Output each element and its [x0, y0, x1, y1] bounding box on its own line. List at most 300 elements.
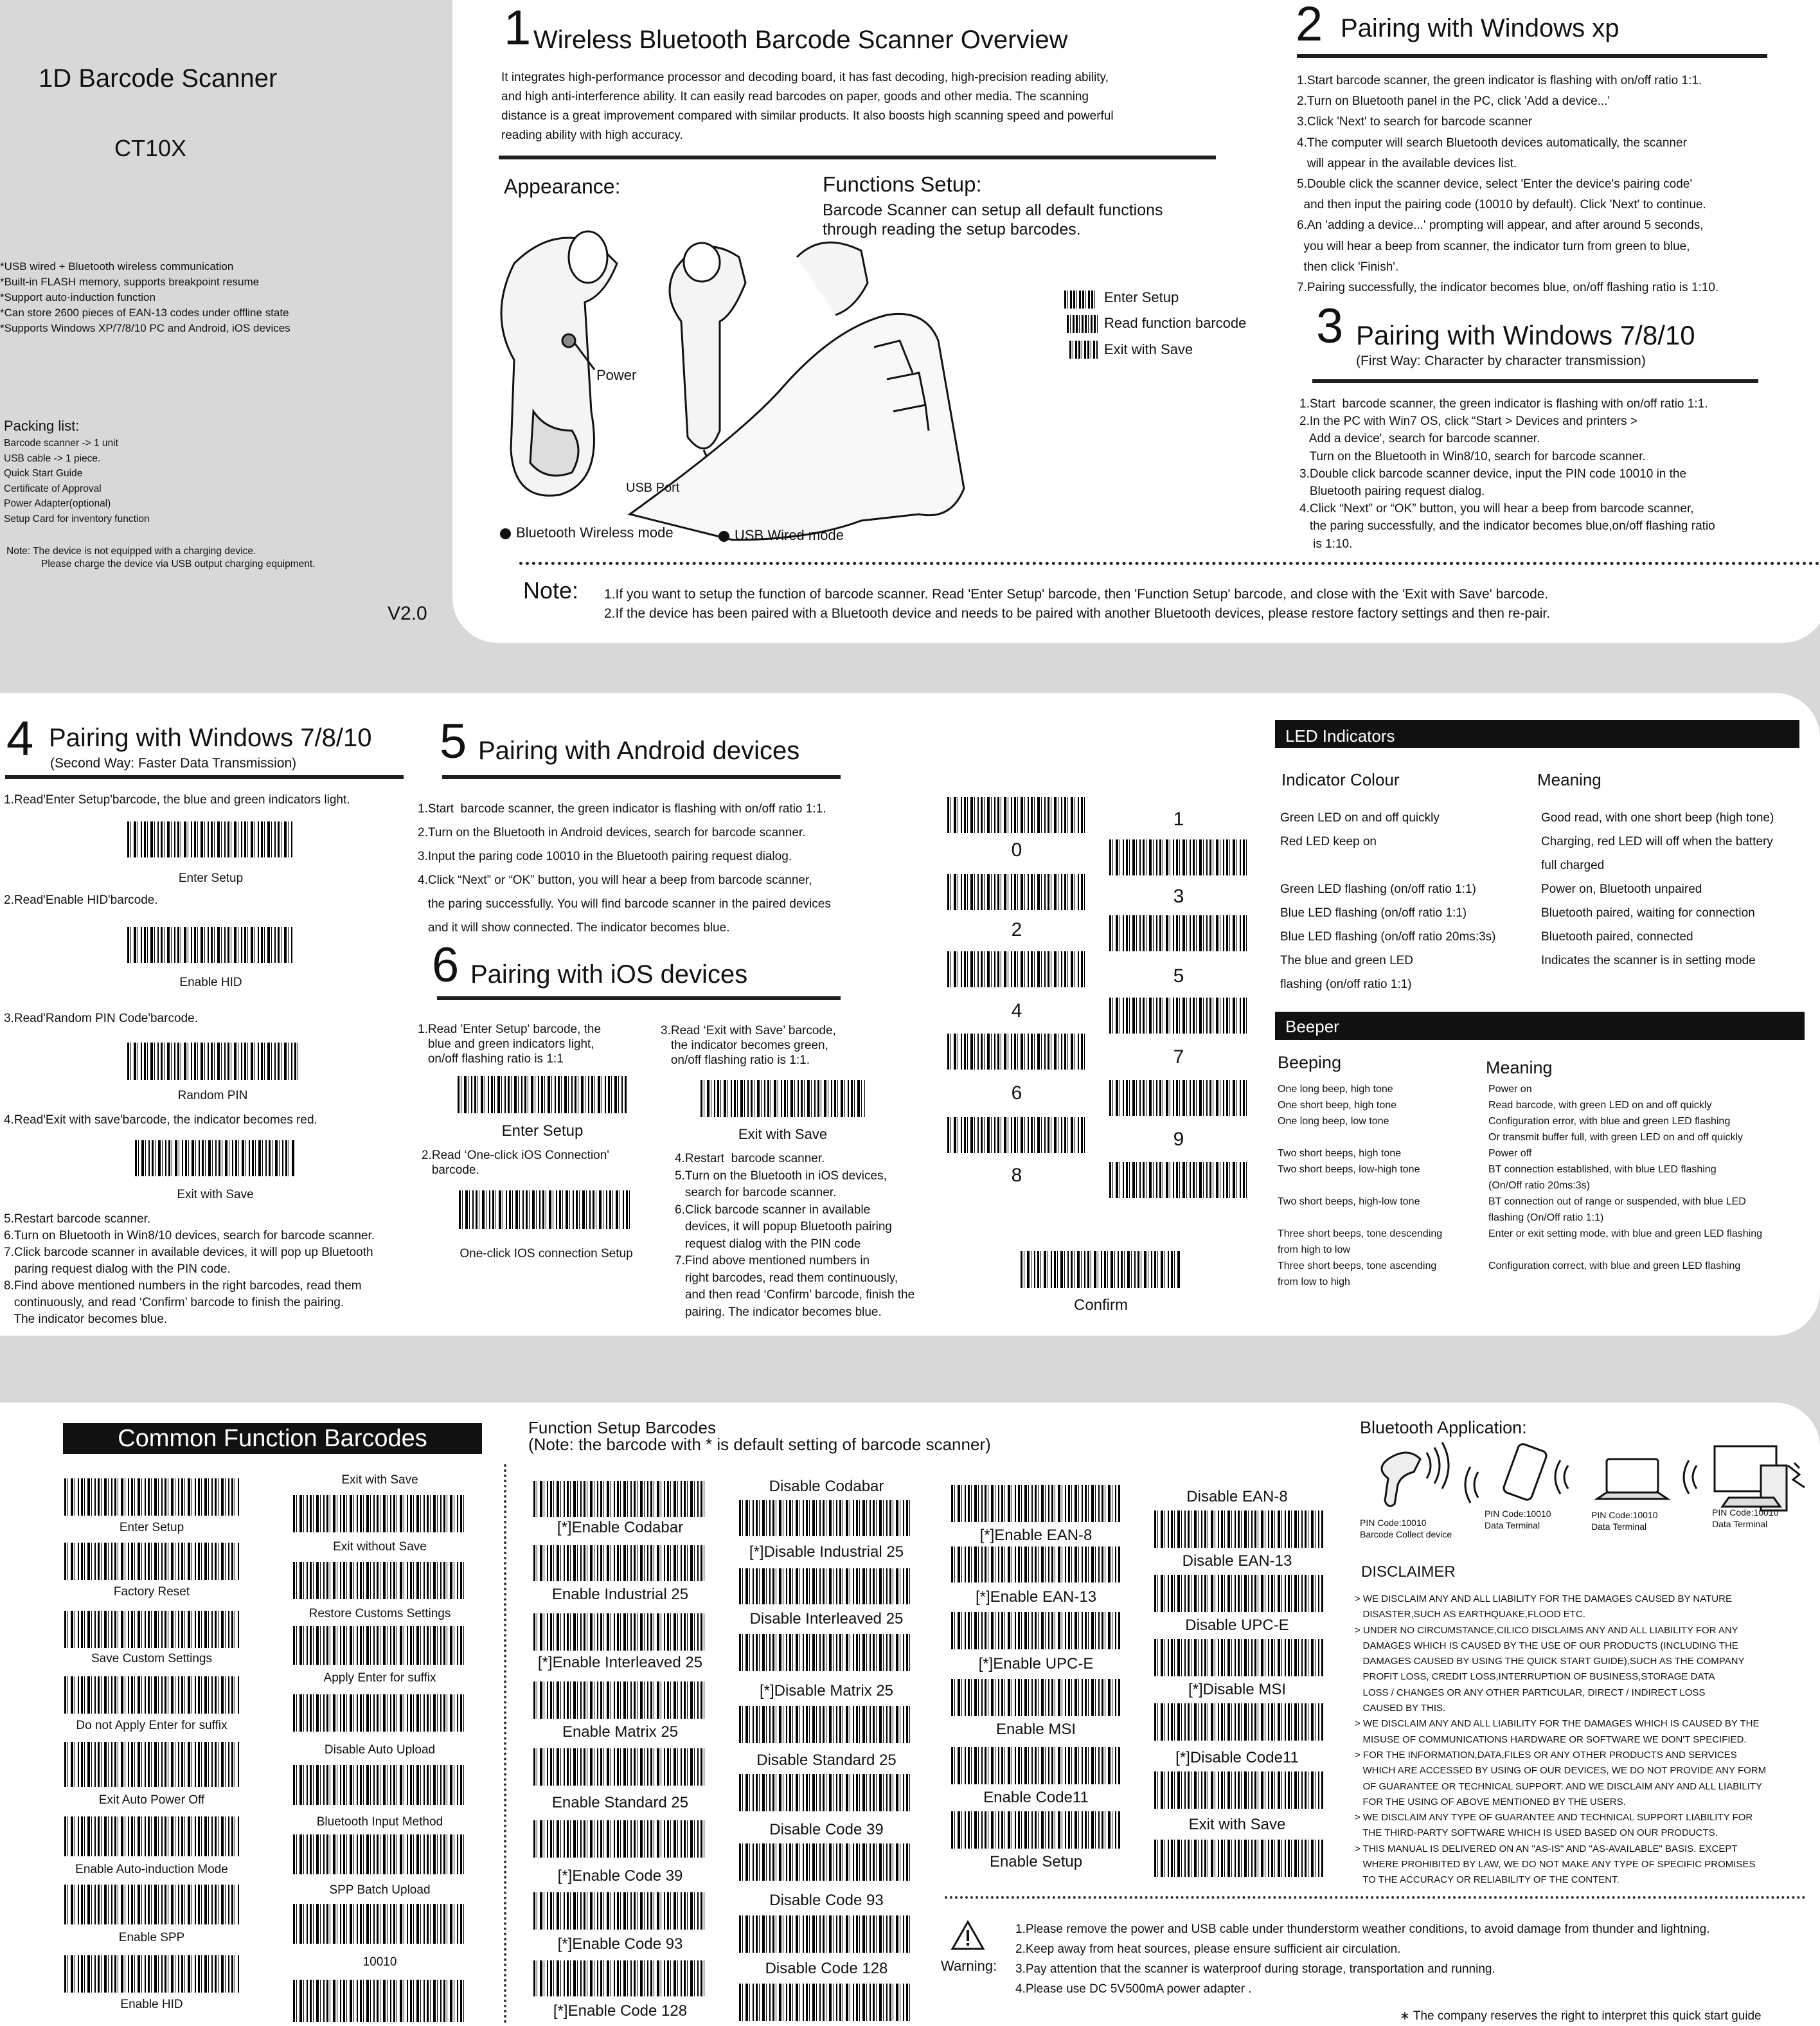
step: 1.Start barcode scanner, the green indicator is flashing with on/off ratio 1:1.	[1297, 74, 1702, 87]
beep-pattern: One short beep, high tone	[1278, 1100, 1397, 1111]
beep-pattern: Two short beeps, low-high tone	[1278, 1164, 1420, 1175]
barcode-label: Exit with Save	[1188, 1816, 1286, 1833]
barcode-label: Exit with Save	[177, 1188, 254, 1201]
led-colour: Green LED on and off quickly	[1280, 811, 1440, 825]
barcode-label: Exit Auto Power Off	[98, 1793, 205, 1807]
cover-note-2: Please charge the device via USB output charging equipment.	[41, 559, 316, 569]
barcode-label: Apply Enter for suffix	[323, 1671, 436, 1685]
barcode-function[interactable]	[739, 1774, 911, 1811]
number-label: 8	[1011, 1165, 1022, 1186]
barcode-label: Enable SPP	[118, 1931, 185, 1944]
step: 6.Turn on Bluetooth in Win8/10 devices, search for barcode scanner.	[4, 1229, 375, 1242]
s6-col2-steps	[661, 1023, 836, 1068]
barcode-number-4[interactable]	[947, 951, 1086, 987]
barcode-enter-setup[interactable]	[127, 821, 294, 857]
barcode-function[interactable]	[951, 1747, 1121, 1784]
barcode-common[interactable]	[64, 1543, 239, 1580]
version-label: V2.0	[388, 603, 427, 624]
appearance-label: Appearance:	[504, 175, 621, 198]
divider	[1297, 54, 1767, 58]
beep-pattern: Two short beeps, high-low tone	[1278, 1196, 1420, 1207]
barcode-common[interactable]	[293, 1562, 467, 1599]
barcode-common[interactable]	[293, 1495, 467, 1532]
s6-col2b-steps	[675, 1151, 914, 1321]
barcode-common[interactable]	[293, 1980, 467, 2022]
barcode-label: Disable Codabar	[769, 1478, 884, 1495]
barcode-common[interactable]	[293, 1694, 467, 1732]
barcode-common[interactable]	[64, 1955, 239, 1993]
barcode-label: Random PIN	[177, 1089, 248, 1102]
barcode-label: Enable Setup	[989, 1853, 1083, 1870]
step: 6.Click barcode scanner in available	[675, 1203, 871, 1217]
barcode-label: Save Custom Settings	[91, 1652, 212, 1665]
usb-port-label: USB Port	[626, 481, 680, 495]
note-list	[604, 585, 1550, 623]
packing-title: Packing list:	[4, 418, 80, 434]
dotted-divider	[945, 1896, 1806, 1899]
step: 4.Click “Next” or “OK” button, you will hear a beep from barcode scanner,	[1299, 502, 1694, 516]
led-meaning-list	[1541, 806, 1774, 996]
power-label: Power	[596, 367, 637, 383]
barcode-function[interactable]	[1154, 1703, 1324, 1741]
beep-pattern	[1278, 1178, 1442, 1194]
section-1-intro	[501, 68, 1260, 145]
step: you will hear a beep from scanner, the indicator turn from green to blue,	[1297, 239, 1690, 253]
section-3-title: Pairing with Windows 7/8/10	[1356, 320, 1695, 350]
beep-meaning: Read barcode, with green LED on and off quickly	[1488, 1100, 1712, 1111]
barcode-function[interactable]	[739, 1706, 911, 1743]
barcode-label: [*]Disable MSI	[1188, 1681, 1287, 1698]
step: 3.Read ‘Exit with Save’ barcode,	[661, 1024, 836, 1037]
disclaimer-line: > WE DISCLAIM ANY AND ALL LIABILITY FOR THE DAMAGES CAUSED BY NATURE	[1355, 1593, 1732, 1604]
barcode-label: [*]Disable Code11	[1175, 1749, 1299, 1766]
led-colour: Blue LED flashing (on/off ratio 1:1)	[1280, 906, 1467, 920]
dotted-divider	[519, 562, 1820, 565]
barcode-label: [*]Enable Code 39	[557, 1867, 683, 1885]
step: barcode.	[422, 1163, 479, 1177]
warning-list	[1015, 1919, 1709, 1999]
warning-item: 3.Pay attention that the scanner is waterproof during storage, transportation and running.	[1015, 1962, 1495, 1976]
led-meaning: Bluetooth paired, waiting for connection	[1541, 906, 1755, 920]
barcode-common[interactable]	[64, 1885, 239, 1924]
barcode-label: 10010	[362, 1955, 397, 1969]
barcode-label: Enable HID	[179, 976, 242, 989]
disclaimer-line: DAMAGES CAUSED BY USING THE QUICK START GUIDE),SUCH AS THE COMPANY	[1355, 1656, 1745, 1667]
step: 5.Double click the scanner device, select 'Enter the device's pairing code'	[1297, 177, 1692, 192]
beep-meaning: Power off	[1488, 1148, 1532, 1159]
beeper-header: Beeper	[1275, 1012, 1805, 1040]
section-3-subtitle: (First Way: Character by character transmission)	[1356, 354, 1646, 368]
beep-meaning: Power on	[1488, 1084, 1532, 1095]
barcode-function[interactable]	[951, 1811, 1121, 1849]
barcode-label: [*]Disable Matrix 25	[759, 1682, 894, 1699]
section-6-title: Pairing with iOS devices	[470, 960, 748, 989]
feature-item: *Supports Windows XP/7/8/10 PC and Android, iOS devices	[0, 322, 290, 334]
beep-pattern: from high to low	[1278, 1244, 1350, 1255]
step: 3.Double click barcode scanner device, input the PIN code 10010 in the	[1299, 467, 1687, 481]
disclaimer-line: > THIS MANUAL IS DELIVERED ON AN "AS-IS" AND "AS-AVAILABLE" BASIS. EXCEPT	[1355, 1843, 1738, 1854]
barcode-function[interactable]	[533, 1748, 707, 1786]
s6-col1b-steps	[422, 1148, 609, 1178]
step: 4.Click “Next” or “OK” button, you will hear a beep from barcode scanner,	[418, 874, 812, 887]
beep-meaning: BT connection established, with blue LED flashing	[1488, 1164, 1717, 1175]
led-colour: The blue and green LED	[1280, 954, 1414, 967]
barcode-number-5[interactable]	[1109, 998, 1248, 1034]
s4-step-1: 1.Read'Enter Setup'barcode, the blue and green indicators light.	[4, 793, 350, 807]
barcode-label: Disable Interleaved 25	[749, 1610, 904, 1627]
functions-line: Barcode Scanner can setup all default functions	[823, 201, 1163, 219]
bt-device-3	[1591, 1509, 1658, 1532]
led-meaning: Good read, with one short beep (high tone)	[1541, 811, 1774, 825]
feature-item: *Support auto-induction function	[0, 291, 156, 303]
step: the paring successfully. You will find barcode scanner in the paired devices	[418, 897, 831, 911]
disclaimer-line: > WE DISCLAIM ANY AND ALL LIABILITY FOR THE DAMAGES WHICH IS CAUSED BY THE	[1355, 1718, 1760, 1730]
step: the indicator becomes green,	[661, 1039, 828, 1052]
barcode-number-0[interactable]	[947, 797, 1086, 833]
pin-code: PIN Code:10010	[1591, 1510, 1658, 1520]
divider	[1312, 379, 1758, 383]
note-item: 2.If the device has been paired with a Bluetooth device and needs to be paired with another Bluetooth devices, please restore factory settings and then re-pair.	[604, 606, 1551, 621]
laptop-icon	[1607, 1459, 1658, 1493]
disclaimer-line: DAMAGES WHICH IS CAUSED BY THE USE OF OUR PRODUCTS (INCLUDING THE	[1355, 1640, 1738, 1651]
legend-read-function: Read function barcode	[1104, 315, 1247, 331]
step: on/off flashing ratio is 1:1	[418, 1052, 564, 1066]
note-item: 1.If you want to setup the function of barcode scanner. Read 'Enter Setup' barcode, then 'Function Setup' barcode, and close with the 'Exit with Save' barcode.	[604, 587, 1549, 602]
bt-device-1	[1360, 1517, 1452, 1540]
step: 8.Find above mentioned numbers in the right barcodes, read them	[4, 1279, 362, 1293]
led-colour: Green LED flashing (on/off ratio 1:1)	[1280, 883, 1476, 896]
barcode-common[interactable]	[64, 1478, 239, 1516]
led-meaning: full charged	[1541, 859, 1605, 872]
barcode-label: Enable Code11	[983, 1789, 1089, 1806]
barcode-label: One-click IOS connection Setup	[459, 1247, 633, 1260]
barcode-common[interactable]	[64, 1742, 239, 1787]
step: pairing. The indicator becomes blue.	[675, 1305, 882, 1319]
barcode-label: Enter Setup	[178, 872, 244, 885]
warning-icon	[950, 1919, 986, 1951]
step: the paring successfully, and the indicator becomes blue,on/off flashing ratio	[1299, 519, 1715, 533]
barcode-label: [*]Disable Industrial 25	[749, 1543, 904, 1561]
barcode-label: Disable Auto Upload	[324, 1743, 436, 1757]
s4-rest-steps	[4, 1211, 375, 1328]
beeper-meaning-list	[1488, 1081, 1762, 1274]
barcode-label: Enter Setup	[501, 1122, 584, 1140]
disclaimer-line: DISASTER,SUCH AS EARTHQUAKE,FLOOD ETC.	[1355, 1609, 1585, 1620]
beep-meaning: Enter or exit setting mode, with blue and green LED flashing	[1488, 1228, 1763, 1239]
barcode-function[interactable]	[533, 1892, 707, 1930]
barcode-common[interactable]	[64, 1816, 239, 1856]
barcode-label: [*]Enable Code 93	[557, 1935, 683, 1953]
footer-note: ∗ The company reserves the right to interpret this quick start guide	[1400, 2009, 1762, 2023]
packing-item: Quick Start Guide	[4, 468, 83, 479]
led-colour-list	[1280, 806, 1496, 996]
number-label: 3	[1173, 886, 1184, 907]
barcode-function[interactable]	[1154, 1575, 1324, 1612]
disclaimer-line: LOSS / CHANGES OR ANY OTHER PARTICULAR, DIRECT / INDIRECT LOSS	[1355, 1687, 1706, 1698]
section-5-title: Pairing with Android devices	[478, 737, 800, 765]
barcode-label: Disable Code 39	[769, 1821, 884, 1838]
pin-code: PIN Code:10010	[1360, 1518, 1427, 1528]
divider	[442, 775, 841, 779]
step: 2.Turn on the Bluetooth in Android devices, search for barcode scanner.	[418, 826, 806, 839]
barcode-function[interactable]	[533, 1681, 707, 1719]
feature-item: *USB wired + Bluetooth wireless communication	[0, 260, 234, 273]
function-setup-note: (Note: the barcode with * is default setting of barcode scanner)	[528, 1435, 991, 1454]
cover-model: CT10X	[114, 135, 187, 161]
beep-meaning: (On/Off ratio 20ms:3s)	[1488, 1180, 1590, 1191]
barcode-number-7[interactable]	[1109, 1080, 1248, 1116]
packing-item: Barcode scanner -> 1 unit	[4, 438, 118, 449]
step: 2.In the PC with Win7 OS, click “Start > Devices and printers >	[1299, 415, 1637, 429]
barcode-label: Exit without Save	[333, 1540, 427, 1554]
packing-item: Setup Card for inventory function	[4, 513, 150, 524]
step: and it will show connected. The indicator becomes blue.	[418, 921, 730, 935]
step: is 1:10.	[1299, 537, 1353, 551]
step: will appear in the available devices list.	[1297, 156, 1517, 170]
legend-exit-save: Exit with Save	[1104, 341, 1193, 357]
barcode-function[interactable]	[533, 1960, 707, 1996]
section-2-title: Pairing with Windows xp	[1341, 14, 1619, 42]
barcode-random-pin[interactable]	[127, 1043, 298, 1080]
barcode-function[interactable]	[533, 1613, 707, 1651]
step: 2.Read ‘One-click iOS Connection'	[422, 1149, 609, 1162]
beep-pattern: Three short beeps, tone descending	[1278, 1228, 1443, 1239]
step: 1.Start barcode scanner, the green indicator is flashing with on/off ratio 1:1.	[418, 802, 826, 816]
led-colour	[1280, 854, 1496, 877]
functions-setup-title: Functions Setup:	[823, 172, 982, 196]
step: then click 'Finish'.	[1297, 260, 1399, 274]
step: 4.Restart barcode scanner.	[675, 1152, 825, 1165]
packing-list	[4, 436, 150, 526]
barcode-confirm[interactable]	[1021, 1251, 1181, 1288]
barcode-function[interactable]	[951, 1546, 1121, 1582]
beeper-beeping-list	[1278, 1081, 1442, 1290]
step: and then input the pairing code (10010 by default). Click 'Next' to continue.	[1297, 198, 1706, 212]
step: 2.Turn on Bluetooth panel in the PC, click 'Add a device...'	[1297, 94, 1610, 109]
barcode-function[interactable]	[739, 1568, 911, 1604]
legend-enter-setup: Enter Setup	[1104, 289, 1179, 305]
usb-mode-text: USB Wired mode	[735, 527, 844, 543]
barcode-label: Disable Code 128	[765, 1960, 888, 1977]
scanner-icon	[1382, 1453, 1420, 1506]
device-type: Data Terminal	[1591, 1521, 1647, 1532]
barcode-label: Disable EAN-8	[1186, 1488, 1288, 1505]
disclaimer-title: DISCLAIMER	[1361, 1563, 1456, 1581]
legend-barcode-icon	[1069, 341, 1098, 359]
section-4-title: Pairing with Windows 7/8/10	[49, 724, 372, 752]
cover-title: 1D Barcode Scanner	[39, 64, 278, 93]
barcode-number-2[interactable]	[947, 874, 1086, 910]
divider	[499, 156, 1216, 159]
beep-pattern: Two short beeps, high tone	[1278, 1148, 1402, 1159]
barcode-one-click-ios[interactable]	[459, 1190, 630, 1229]
led-meaning	[1541, 973, 1774, 996]
barcode-function[interactable]	[951, 1485, 1121, 1522]
bluetooth-mode-text: Bluetooth Wireless mode	[516, 524, 674, 541]
number-label: 1	[1173, 809, 1184, 830]
warning-item: 1.Please remove the power and USB cable under thunderstorm weather conditions, to avoid damage from thunder and lightning.	[1015, 1923, 1710, 1936]
divider	[5, 775, 404, 779]
barcode-function[interactable]	[533, 1820, 707, 1858]
barcode-label: [*]Enable UPC-E	[978, 1655, 1094, 1672]
barcode-function[interactable]	[1154, 1639, 1324, 1676]
disclaimer-line: WHERE PROHIBITED BY LAW, WE DO NOT MAKE ANY TYPE OF SPECIFIC PROMISES	[1355, 1859, 1756, 1870]
number-label: 6	[1011, 1082, 1022, 1104]
barcode-exit-with-save[interactable]	[135, 1140, 296, 1176]
s4-step-4: 4.Read'Exit with save'barcode, the indicator becomes red.	[4, 1113, 317, 1127]
step: The indicator becomes blue.	[4, 1313, 168, 1326]
step: Bluetooth pairing request dialog.	[1299, 485, 1485, 499]
barcode-function[interactable]	[739, 1634, 911, 1671]
barcode-function[interactable]	[1154, 1840, 1324, 1877]
warning-item: 2.Keep away from heat sources, please ensure sufficient air circulation.	[1015, 1942, 1401, 1956]
barcode-label: Enable Auto-induction Mode	[75, 1863, 228, 1876]
led-meaning: Indicates the scanner is in setting mode	[1541, 954, 1756, 967]
pin-code: PIN Code:10010	[1712, 1507, 1779, 1518]
s6-col1-steps	[418, 1022, 601, 1066]
step: devices, it will popup Bluetooth pairing	[675, 1220, 892, 1233]
barcode-number-8[interactable]	[947, 1117, 1086, 1153]
barcode-function[interactable]	[533, 1545, 707, 1581]
confirm-label: Confirm	[1073, 1296, 1128, 1314]
led-colour: flashing (on/off ratio 1:1)	[1280, 978, 1412, 991]
barcode-label: Enable Matrix 25	[562, 1723, 679, 1741]
barcode-number-3[interactable]	[1109, 915, 1248, 951]
barcode-function[interactable]	[739, 1500, 911, 1536]
section-1-number: 1	[504, 1, 531, 55]
number-label: 9	[1173, 1129, 1184, 1150]
led-meaning: Power on, Bluetooth unpaired	[1541, 883, 1702, 896]
barcode-common[interactable]	[293, 1904, 467, 1944]
barcode-label: Exit with Save	[341, 1473, 418, 1487]
barcode-enable-hid[interactable]	[127, 927, 294, 963]
section-4-subtitle: (Second Way: Faster Data Transmission)	[50, 756, 297, 771]
barcode-label: [*]Enable EAN-8	[979, 1527, 1093, 1544]
barcode-function[interactable]	[533, 1481, 707, 1517]
bt-device-4	[1712, 1507, 1779, 1530]
barcode-label: Disable UPC-E	[1185, 1617, 1289, 1634]
section-1-title: Wireless Bluetooth Barcode Scanner Overview	[533, 26, 1068, 54]
led-meaning: Bluetooth paired, connected	[1541, 930, 1693, 944]
barcode-ios-exit-save[interactable]	[700, 1080, 865, 1117]
beeper-col-meaning: Meaning	[1486, 1058, 1553, 1077]
beep-pattern: One long beep, high tone	[1278, 1084, 1393, 1095]
common-function-header: Common Function Barcodes	[63, 1423, 482, 1454]
barcode-label: [*]Enable Codabar	[557, 1519, 684, 1536]
step: 3.Input the paring code 10010 in the Bluetooth pairing request dialog.	[418, 850, 792, 863]
divider	[437, 996, 841, 1000]
step: 7.Find above mentioned numbers in	[675, 1254, 870, 1268]
legend-barcode-icon	[1067, 315, 1098, 333]
packing-item: USB cable -> 1 piece.	[4, 453, 101, 464]
disclaimer-line: > WE DISCLAIM ANY TYPE OF GUARANTEE AND TECHNICAL SUPPORT LIABILITY FOR	[1355, 1812, 1753, 1824]
s4-step-2: 2.Read'Enable HID'barcode.	[4, 893, 158, 907]
step: 4.The computer will search Bluetooth devices automatically, the scanner	[1297, 136, 1687, 150]
barcode-label: Disable Standard 25	[756, 1752, 897, 1769]
barcode-label: Do not Apply Enter for suffix	[76, 1719, 228, 1732]
bluetooth-application-title: Bluetooth Application:	[1360, 1418, 1527, 1437]
device-type: Barcode Collect device	[1360, 1529, 1452, 1539]
device-type: Data Terminal	[1712, 1519, 1768, 1529]
step: 1.Read 'Enter Setup' barcode, the	[418, 1023, 602, 1036]
step: paring request dialog with the PIN code.	[4, 1262, 231, 1276]
disclaimer-line: THE THIRD-PARTY SOFTWARE WHICH IS USED BASED ON OUR PRODUCTS.	[1355, 1827, 1718, 1839]
step: 5.Turn on the Bluetooth in iOS devices,	[675, 1169, 887, 1183]
barcode-common[interactable]	[64, 1611, 239, 1648]
barcode-label: Enable Standard 25	[551, 1794, 689, 1811]
barcode-number-6[interactable]	[947, 1034, 1086, 1070]
barcode-function[interactable]	[739, 1843, 911, 1881]
disclaimer-text	[1355, 1591, 1766, 1888]
step: on/off flashing ratio is 1:1.	[661, 1053, 810, 1067]
barcode-common[interactable]	[293, 1626, 467, 1665]
barcode-number-1[interactable]	[1109, 839, 1248, 875]
step: search for barcode scanner.	[675, 1186, 837, 1199]
barcode-label: Enter Setup	[119, 1521, 184, 1534]
packing-item: Power Adapter(optional)	[4, 498, 111, 509]
disclaimer-line: CAUSED BY THIS.	[1355, 1703, 1446, 1714]
barcode-function[interactable]	[1154, 1511, 1324, 1548]
bluetooth-application-diagram	[1350, 1440, 1812, 1517]
disclaimer-line: OF GUARANTEE OR TECHNICAL SUPPORT. AND WE DISCLAIM ANY AND ALL LIABILITY	[1355, 1780, 1763, 1792]
step: 1.Start barcode scanner, the green indicator is flashing with on/off ratio 1:1.	[1299, 397, 1708, 411]
function-setup-title: Function Setup Barcodes	[528, 1418, 716, 1437]
beep-meaning	[1488, 1242, 1762, 1258]
barcode-function[interactable]	[1154, 1771, 1324, 1809]
barcode-label: Disable EAN-13	[1182, 1552, 1292, 1570]
feature-item: *Built-in FLASH memory, supports breakpoint resume	[0, 276, 260, 288]
cover-note-1: Note: The device is not equipped with a charging device.	[6, 546, 256, 557]
barcode-function[interactable]	[739, 1915, 911, 1953]
barcode-function[interactable]	[739, 1984, 911, 2021]
led-meaning: Charging, red LED will off when the battery	[1541, 835, 1773, 848]
beep-pattern: Three short beeps, tone ascending	[1278, 1260, 1437, 1271]
barcode-label: Restore Customs Settings	[308, 1607, 451, 1620]
barcode-number-9[interactable]	[1109, 1162, 1248, 1198]
step: right barcodes, read them continuously,	[675, 1271, 898, 1285]
step: continuously, and read ‘Confirm’ barcode to finish the pairing.	[4, 1296, 344, 1309]
bullet-icon	[500, 528, 511, 539]
barcode-common[interactable]	[293, 1834, 467, 1874]
intro-line: distance is a great improvement compared with similar products. It also boosts high scanning speed and powerful	[501, 109, 1114, 123]
led-indicators-header: LED Indicators	[1275, 720, 1799, 748]
section-5-number: 5	[440, 714, 467, 769]
barcode-common[interactable]	[293, 1765, 467, 1805]
step: 3.Click 'Next' to search for barcode scanner	[1297, 115, 1533, 129]
note-label: Note:	[523, 577, 579, 604]
barcode-ios-enter-setup[interactable]	[458, 1076, 627, 1113]
number-label: 0	[1011, 839, 1022, 861]
barcode-label: [*]Enable Code 128	[553, 2002, 688, 2020]
legend-barcode-icon	[1064, 291, 1095, 309]
phone-icon	[1503, 1443, 1548, 1502]
barcode-label: Enable Industrial 25	[551, 1586, 689, 1603]
beep-pattern: from low to high	[1278, 1277, 1350, 1287]
step: Add a device', search for barcode scanner.	[1299, 432, 1540, 446]
intro-line: It integrates high-performance processor and decoding board, it has fast decoding, high-precision reading ability,	[501, 71, 1109, 84]
section-2-number: 2	[1296, 0, 1323, 51]
barcode-label: Enable MSI	[995, 1721, 1076, 1738]
feature-list	[0, 259, 290, 336]
packing-item: Certificate of Approval	[4, 483, 102, 494]
barcode-function[interactable]	[951, 1679, 1121, 1716]
step: 7.Pairing successfully, the indicator becomes blue, on/off flashing ratio is 1:10.	[1297, 281, 1719, 295]
step: request dialog with the PIN code	[675, 1237, 861, 1251]
barcode-function[interactable]	[951, 1612, 1121, 1649]
barcode-label: [*]Enable EAN-13	[975, 1588, 1097, 1606]
barcode-common[interactable]	[64, 1676, 239, 1714]
number-label: 2	[1011, 919, 1022, 940]
